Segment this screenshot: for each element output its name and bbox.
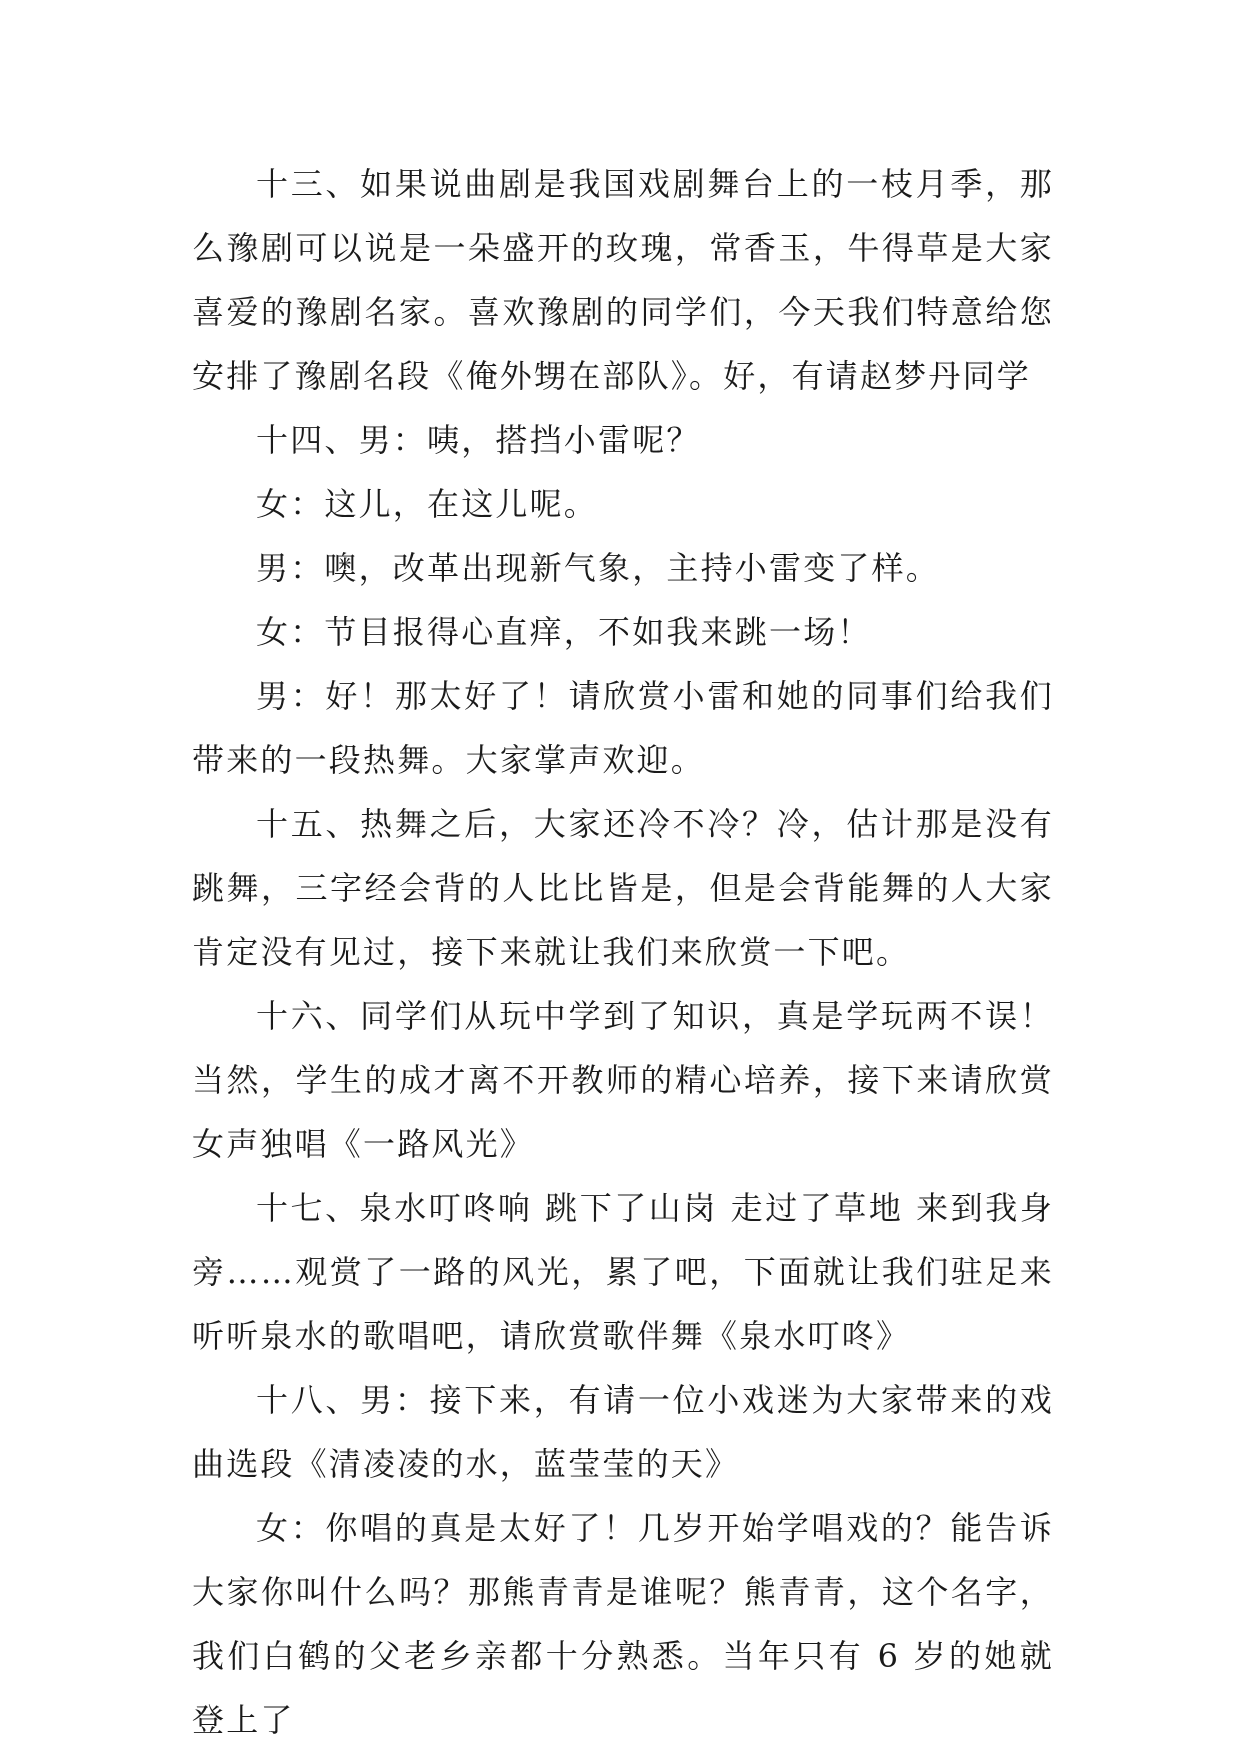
paragraph-14-female: 女：这儿，在这儿呢。 (256, 485, 599, 523)
paragraph-17: 十七、泉水叮咚响 跳下了山岗 走过了草地 来到我身旁……观赏了一路的风光，累了吧，下面就让我们驻足来听听泉水的歌唱吧，请欣赏歌伴舞《泉水叮咚》 (192, 1189, 1054, 1355)
paragraph-14-male-2: 男：噢，改革出现新气象，主持小雷变了样。 (256, 549, 941, 587)
paragraph-16: 十六、同学们从玩中学到了知识，真是学玩两不误！当然，学生的成才离不开教师的精心培养，接下来请欣赏女声独唱《一路风光》 (192, 997, 1054, 1163)
paragraph-14-male: 十四、男：咦，搭挡小雷呢？ (256, 421, 701, 459)
paragraph-18-female: 女：你唱的真是太好了！几岁开始学唱戏的？能告诉大家你叫什么吗？那熊青青是谁呢？熊青青，这个名字，我们白鹤的父老乡亲都十分熟悉。当年只有 6 岁的她就登上了 (192, 1509, 1054, 1739)
paragraph-15: 十五、热舞之后，大家还冷不冷？冷，估计那是没有跳舞，三字经会背的人比比皆是，但是会背能舞的人大家肯定没有见过，接下来就让我们来欣赏一下吧。 (192, 805, 1054, 971)
paragraph-14-male-3: 男：好！那太好了！请欣赏小雷和她的同事们给我们带来的一段热舞。大家掌声欢迎。 (192, 677, 1054, 779)
paragraph-18: 十八、男：接下来，有请一位小戏迷为大家带来的戏曲选段《清凌凌的水，蓝莹莹的天》 (192, 1381, 1054, 1483)
paragraph-14-female-2: 女：节目报得心直痒，不如我来跳一场！ (256, 613, 872, 651)
document-body (192, 152, 1054, 1752)
paragraph-13: 十三、如果说曲剧是我国戏剧舞台上的一枝月季，那么豫剧可以说是一朵盛开的玫瑰，常香玉，牛得草是大家喜爱的豫剧名家。喜欢豫剧的同学们，今天我们特意给您安排了豫剧名段《俺外甥在部队》。好，有请赵梦丹同学 (192, 165, 1054, 395)
